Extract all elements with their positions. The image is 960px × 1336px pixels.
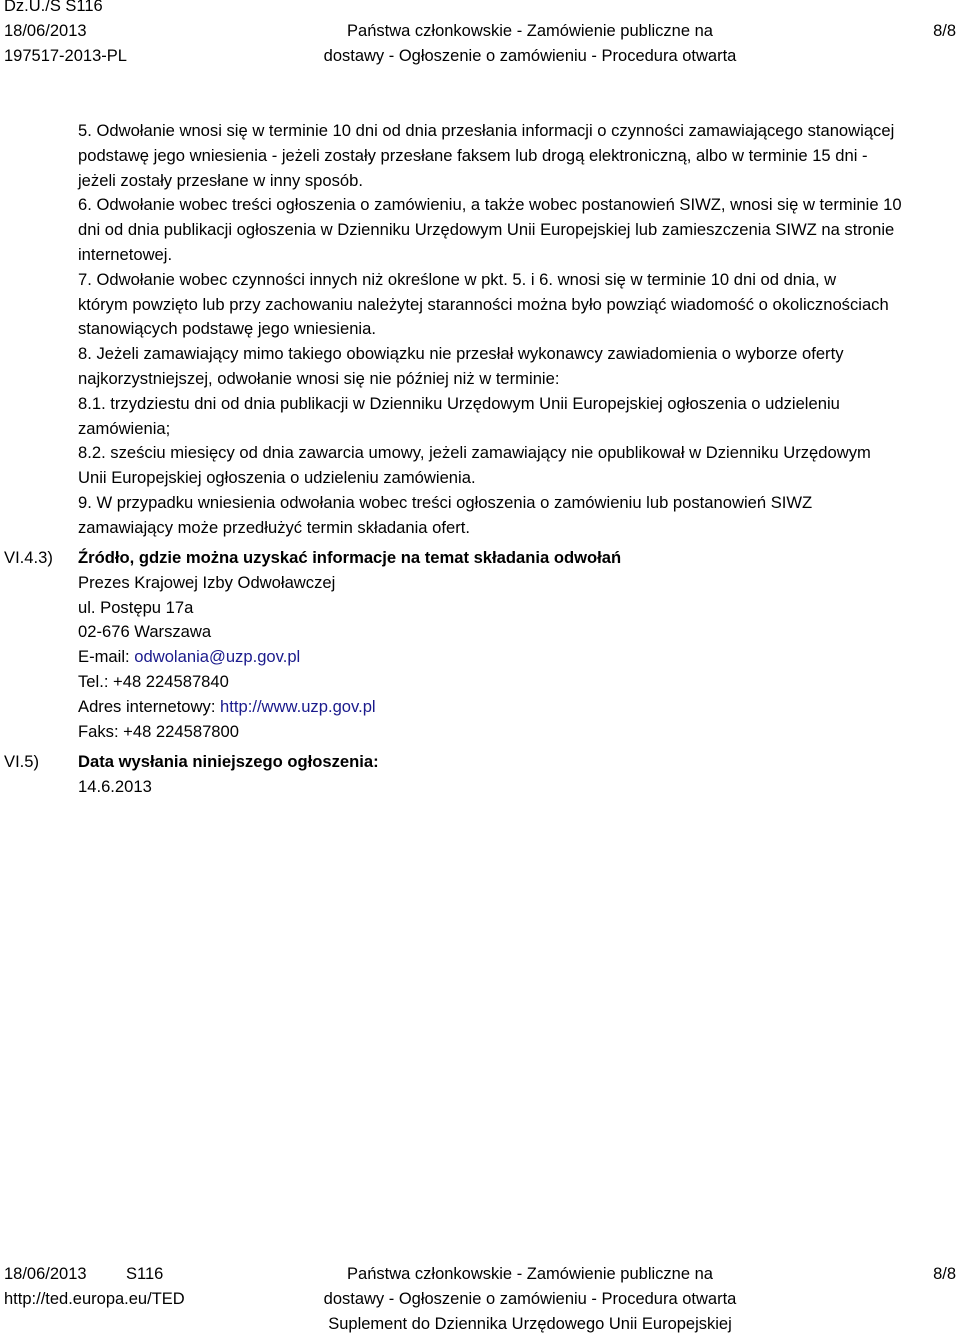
- footer-title-line3: Suplement do Dziennika Urzędowego Unii Europejskiej: [328, 1315, 732, 1333]
- procedure-7-line1: 7. Odwołanie wobec czynności innych niż określone w pkt. 5. i 6. wnosi się w terminie 10 dni od dnia, w: [78, 269, 837, 289]
- footer-issue: S116: [126, 1265, 164, 1283]
- header-date: 18/06/2013: [4, 22, 87, 40]
- procedure-5-line1: 5. Odwołanie wnosi się w terminie 10 dni od dnia przesłania informacji o czynności zamawiającego stanowiącej: [78, 121, 895, 140]
- procedure-5-line2: podstawę jego wniesienia - jeżeli zostały przesłane faksem lub drogą elektroniczną, albo w terminie 15 dni -: [78, 145, 868, 165]
- header-page: 8/8: [933, 22, 956, 40]
- header-title-line2: dostawy - Ogłoszenie o zamówieniu - Procedura otwarta: [323, 47, 737, 65]
- procedure-8-2-line2: Unii Europejskiej ogłoszenia o udzieleniu zamówienia.: [78, 468, 476, 488]
- section-heading-vi43: Źródło, gdzie można uzyskać informacje na temat składania odwołań: [78, 548, 622, 567]
- appeal-info-source: [78, 546, 958, 744]
- header-doc-id: 197517-2013-PL: [4, 47, 127, 65]
- phone: Tel.: +48 224587840: [78, 671, 229, 691]
- procedure-6-line1: 6. Odwołanie wobec treści ogłoszenia o zamówieniu, a także wobec postanowień SIWZ, wnosi się w terminie 10: [78, 195, 902, 215]
- footer-page: 8/8: [933, 1265, 956, 1283]
- email-row: [78, 645, 958, 670]
- fax: Faks: +48 224587800: [78, 721, 239, 741]
- website-label: Adres internetowy:: [78, 696, 221, 716]
- dispatch-date: 14.6.2013: [78, 776, 152, 796]
- street-address: ul. Postępu 17a: [78, 597, 194, 617]
- section-heading-vi5: Data wysłania niniejszego ogłoszenia:: [78, 752, 379, 771]
- procedure-9-line1: 9. W przypadku wniesienia odwołania wobec treści ogłoszenia o zamówieniu lub postanowień SIWZ: [78, 492, 813, 512]
- email-link[interactable]: odwolania@uzp.gov.pl: [134, 647, 301, 667]
- dispatch-date-section: [78, 750, 958, 800]
- footer-url: http://ted.europa.eu/TED: [4, 1290, 185, 1308]
- procedure-7-line2: którym powzięto lub przy zachowaniu należytej staranności można było powziąć wiadomość o okolicznościach: [78, 294, 889, 314]
- org-name: Prezes Krajowej Izby Odwoławczej: [78, 572, 336, 592]
- procedure-8-1-line1: 8.1. trzydziestu dni od dnia publikacji w Dzienniku Urzędowym Unii Europejskiej ogłoszenia o udzieleniu: [78, 393, 840, 413]
- section-label-vi5: VI.5): [4, 752, 40, 771]
- header-title-line1: Państwa członkowskie - Zamówienie publiczne na: [347, 22, 713, 40]
- procedure-8-line2: najkorzystniejszej, odwołanie wnosi się nie później niż w terminie:: [78, 368, 560, 388]
- email-label: E-mail:: [78, 647, 135, 667]
- procedure-6-line3: internetowej.: [78, 244, 173, 264]
- footer-title-line2: dostawy - Ogłoszenie o zamówieniu - Procedura otwarta: [323, 1290, 737, 1308]
- procedure-8-line1: 8. Jeżeli zamawiający mimo takiego obowiązku nie przesłał wykonawcy zawiadomienia o wyborze oferty: [78, 344, 844, 364]
- footer-date: 18/06/2013: [4, 1265, 87, 1283]
- footer-title-line1: Państwa członkowskie - Zamówienie publiczne na: [347, 1265, 713, 1283]
- website-link[interactable]: http://www.uzp.gov.pl: [220, 696, 376, 716]
- procedure-9-line2: zamawiający może przedłużyć termin składania ofert.: [78, 517, 470, 537]
- procedure-8-1-line2: zamówienia;: [78, 418, 171, 438]
- city-postcode: 02-676 Warszawa: [78, 622, 212, 642]
- appeal-procedures: [78, 119, 958, 541]
- section-label-vi43: VI.4.3): [4, 548, 53, 567]
- procedure-5-line3: jeżeli zostały przesłane w inny sposób.: [78, 170, 364, 190]
- procedure-7-line3: stanowiących podstawę jego wniesienia.: [78, 319, 376, 339]
- procedure-8-2-line1: 8.2. sześciu miesięcy od dnia zawarcia umowy, jeżeli zamawiający nie opublikował w Dzienniku Urzędowym: [78, 443, 871, 463]
- website-row: [78, 695, 958, 720]
- procedure-6-line2: dni od dnia publikacji ogłoszenia w Dzienniku Urzędowym Unii Europejskiej lub zamieszczenia SIWZ na stronie: [78, 220, 895, 240]
- header-journal: Dz.U./S S116: [4, 0, 103, 15]
